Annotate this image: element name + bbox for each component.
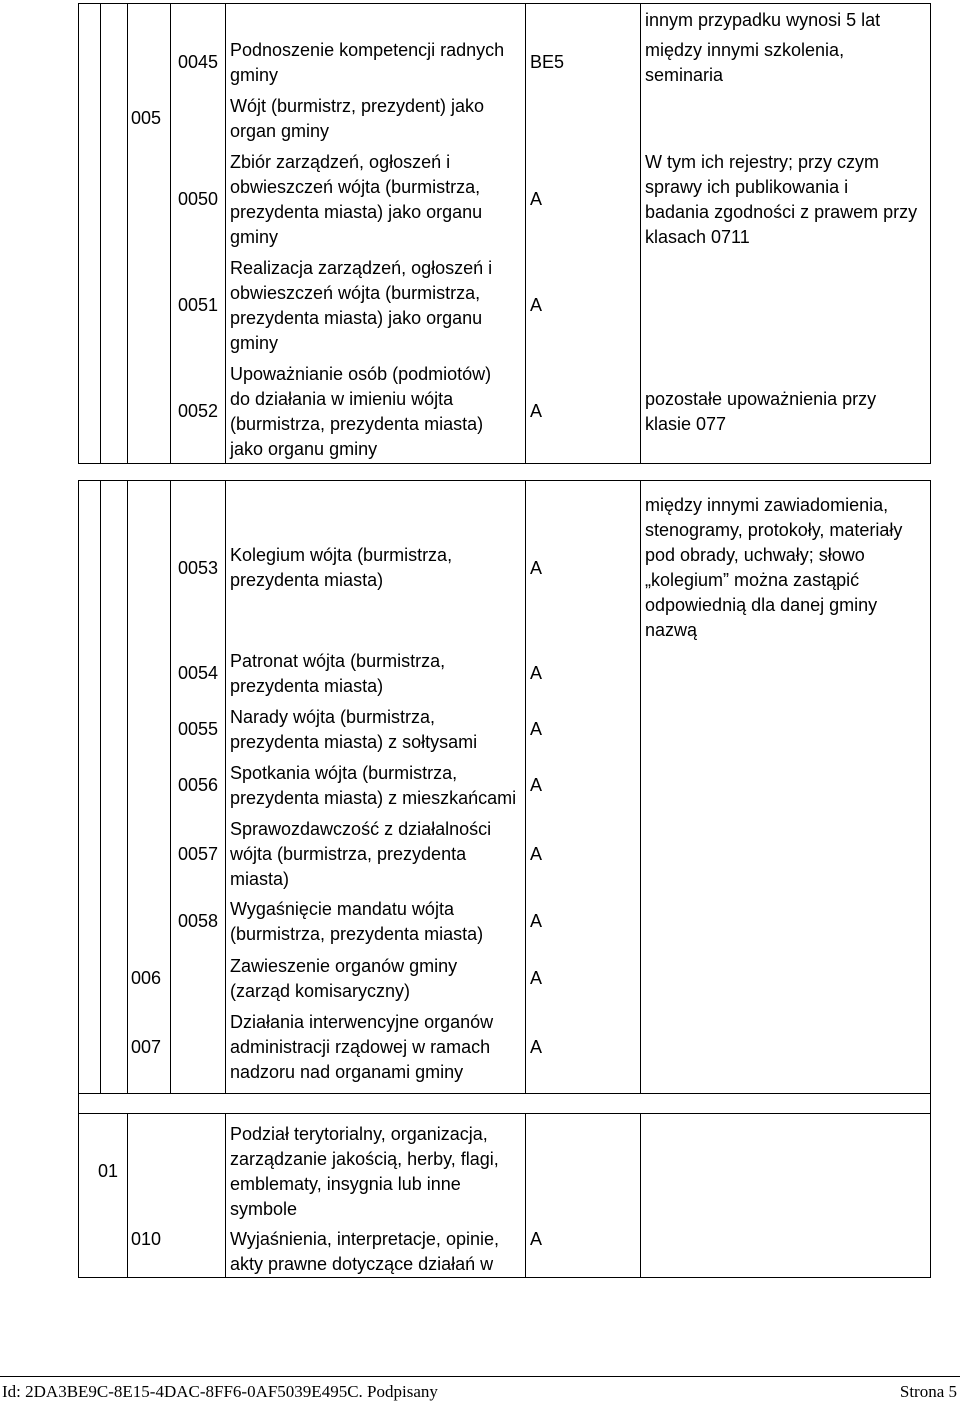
record-title: Realizacja zarządzeń, ogłoszeń i obwieszczeń wójta (burmistrza, prezydenta miasta) jako organu gminy: [230, 257, 493, 353]
symbol-level-4: 0045: [178, 52, 219, 72]
archival-category: A: [530, 401, 543, 421]
table-row: [0, 1121, 960, 1222]
table-row: [0, 361, 960, 462]
archival-category: A: [530, 911, 543, 931]
record-title: Podnoszenie kompetencji radnych gminy: [230, 39, 505, 85]
table-top-rule: [78, 480, 931, 481]
archival-category: A: [530, 1036, 543, 1057]
symbol-level-2: 01: [98, 1161, 119, 1181]
symbol-level-4: 0051: [178, 295, 219, 315]
remarks: pozostałe upoważnienia przy klasie 077: [645, 388, 877, 434]
record-title: Kolegium wójta (burmistrza, prezydenta miasta): [230, 545, 453, 590]
footer-page-number: Strona 5: [899, 1382, 957, 1401]
table-top-rule: [78, 1113, 931, 1114]
symbol-level-3: 005: [131, 108, 162, 128]
symbol-level-3: 007: [131, 1036, 162, 1057]
table-row: [0, 816, 960, 892]
symbol-level-4: 0057: [178, 843, 219, 864]
table-row: [0, 255, 960, 356]
record-title: Działania interwencyjne organów administracji rządowej w ramach nadzoru nad organami gminy: [230, 1011, 494, 1082]
archival-category: A: [530, 968, 543, 988]
footer-rule: [0, 1376, 960, 1377]
footer-document-id: Id: 2DA3BE9C-8E15-4DAC-8FF6-0AF5039E495C. Podpisany: [2, 1382, 438, 1401]
table-row: [0, 648, 960, 699]
remarks: między innymi zawiadomienia, stenogramy, protokoły, materiały pod obrady, uchwały; słowo „kolegium” można zastąpić odpowiednią dla danej gminy nazwą: [645, 495, 903, 640]
remarks: innym przypadku wynosi 5 lat: [645, 9, 881, 30]
archival-category: A: [530, 719, 543, 739]
symbol-level-4: 0056: [178, 775, 219, 795]
column-divider: [78, 1093, 79, 1113]
column-divider: [930, 1093, 931, 1113]
table-row: [0, 704, 960, 755]
record-title: Podział terytorialny, organizacja, zarządzanie jakością, herby, flagi, emblematy, insygnia lub inne symbole: [230, 1123, 499, 1219]
record-title: Wójt (burmistrz, prezydent) jako organ gminy: [230, 95, 485, 141]
table-bottom-rule: [78, 1277, 931, 1278]
table-bottom-rule: [78, 1093, 931, 1094]
table-row: [0, 93, 960, 144]
remarks: W tym ich rejestry; przy czym sprawy ich publikowania i badania zgodności z prawem przy klasach 0711: [645, 151, 918, 247]
record-title: Zawieszenie organów gminy (zarząd komisaryczny): [230, 955, 458, 1001]
symbol-level-4: 0055: [178, 719, 219, 739]
record-title: Spotkania wójta (burmistrza, prezydenta miasta) z mieszkańcami: [230, 762, 517, 808]
record-title: Zbiór zarządzeń, ogłoszeń i obwieszczeń wójta (burmistrza, prezydenta miasta) jako organu gminy: [230, 151, 483, 247]
symbol-level-4: 0054: [178, 663, 219, 683]
symbol-level-4: 0053: [178, 557, 219, 578]
table-row: [0, 5, 960, 35]
symbol-level-3: 010: [131, 1229, 162, 1249]
record-title: Sprawozdawczość z działalności wójta (burmistrza, prezydenta miasta): [230, 818, 492, 889]
archival-category: A: [530, 843, 543, 864]
record-title: Wygaśnięcie mandatu wójta (burmistrza, prezydenta miasta): [230, 898, 484, 944]
archival-category: A: [530, 557, 543, 578]
archival-category: BE5: [530, 52, 565, 72]
remarks: między innymi szkolenia, seminaria: [645, 39, 845, 85]
record-title: Narady wójta (burmistrza, prezydenta miasta) z sołtysami: [230, 706, 478, 752]
table-row: [0, 149, 960, 250]
record-title: Patronat wójta (burmistrza, prezydenta miasta): [230, 650, 446, 696]
table-row: [0, 953, 960, 1004]
symbol-level-4: 0058: [178, 911, 219, 931]
table-row: [0, 37, 960, 88]
archival-category: A: [530, 1229, 543, 1249]
table-row: [0, 1009, 960, 1085]
table-row: [0, 1227, 960, 1277]
record-title: Upoważnianie osób (podmiotów) do działania w imieniu wójta (burmistrza, prezydenta miasta) jako organu gminy: [230, 363, 492, 459]
record-title: Wyjaśnienia, interpretacje, opinie, akty prawne dotyczące działań w: [230, 1229, 499, 1274]
table-bottom-rule: [78, 463, 931, 464]
table-row: [0, 896, 960, 947]
table-top-rule: [78, 3, 931, 4]
table-row: [0, 760, 960, 811]
archival-category: A: [530, 295, 543, 315]
symbol-level-4: 0050: [178, 189, 219, 209]
archival-category: A: [530, 775, 543, 795]
archival-category: A: [530, 189, 543, 209]
table-row: [0, 493, 960, 643]
symbol-level-4: 0052: [178, 401, 219, 421]
symbol-level-3: 006: [131, 968, 162, 988]
archival-category: A: [530, 663, 543, 683]
